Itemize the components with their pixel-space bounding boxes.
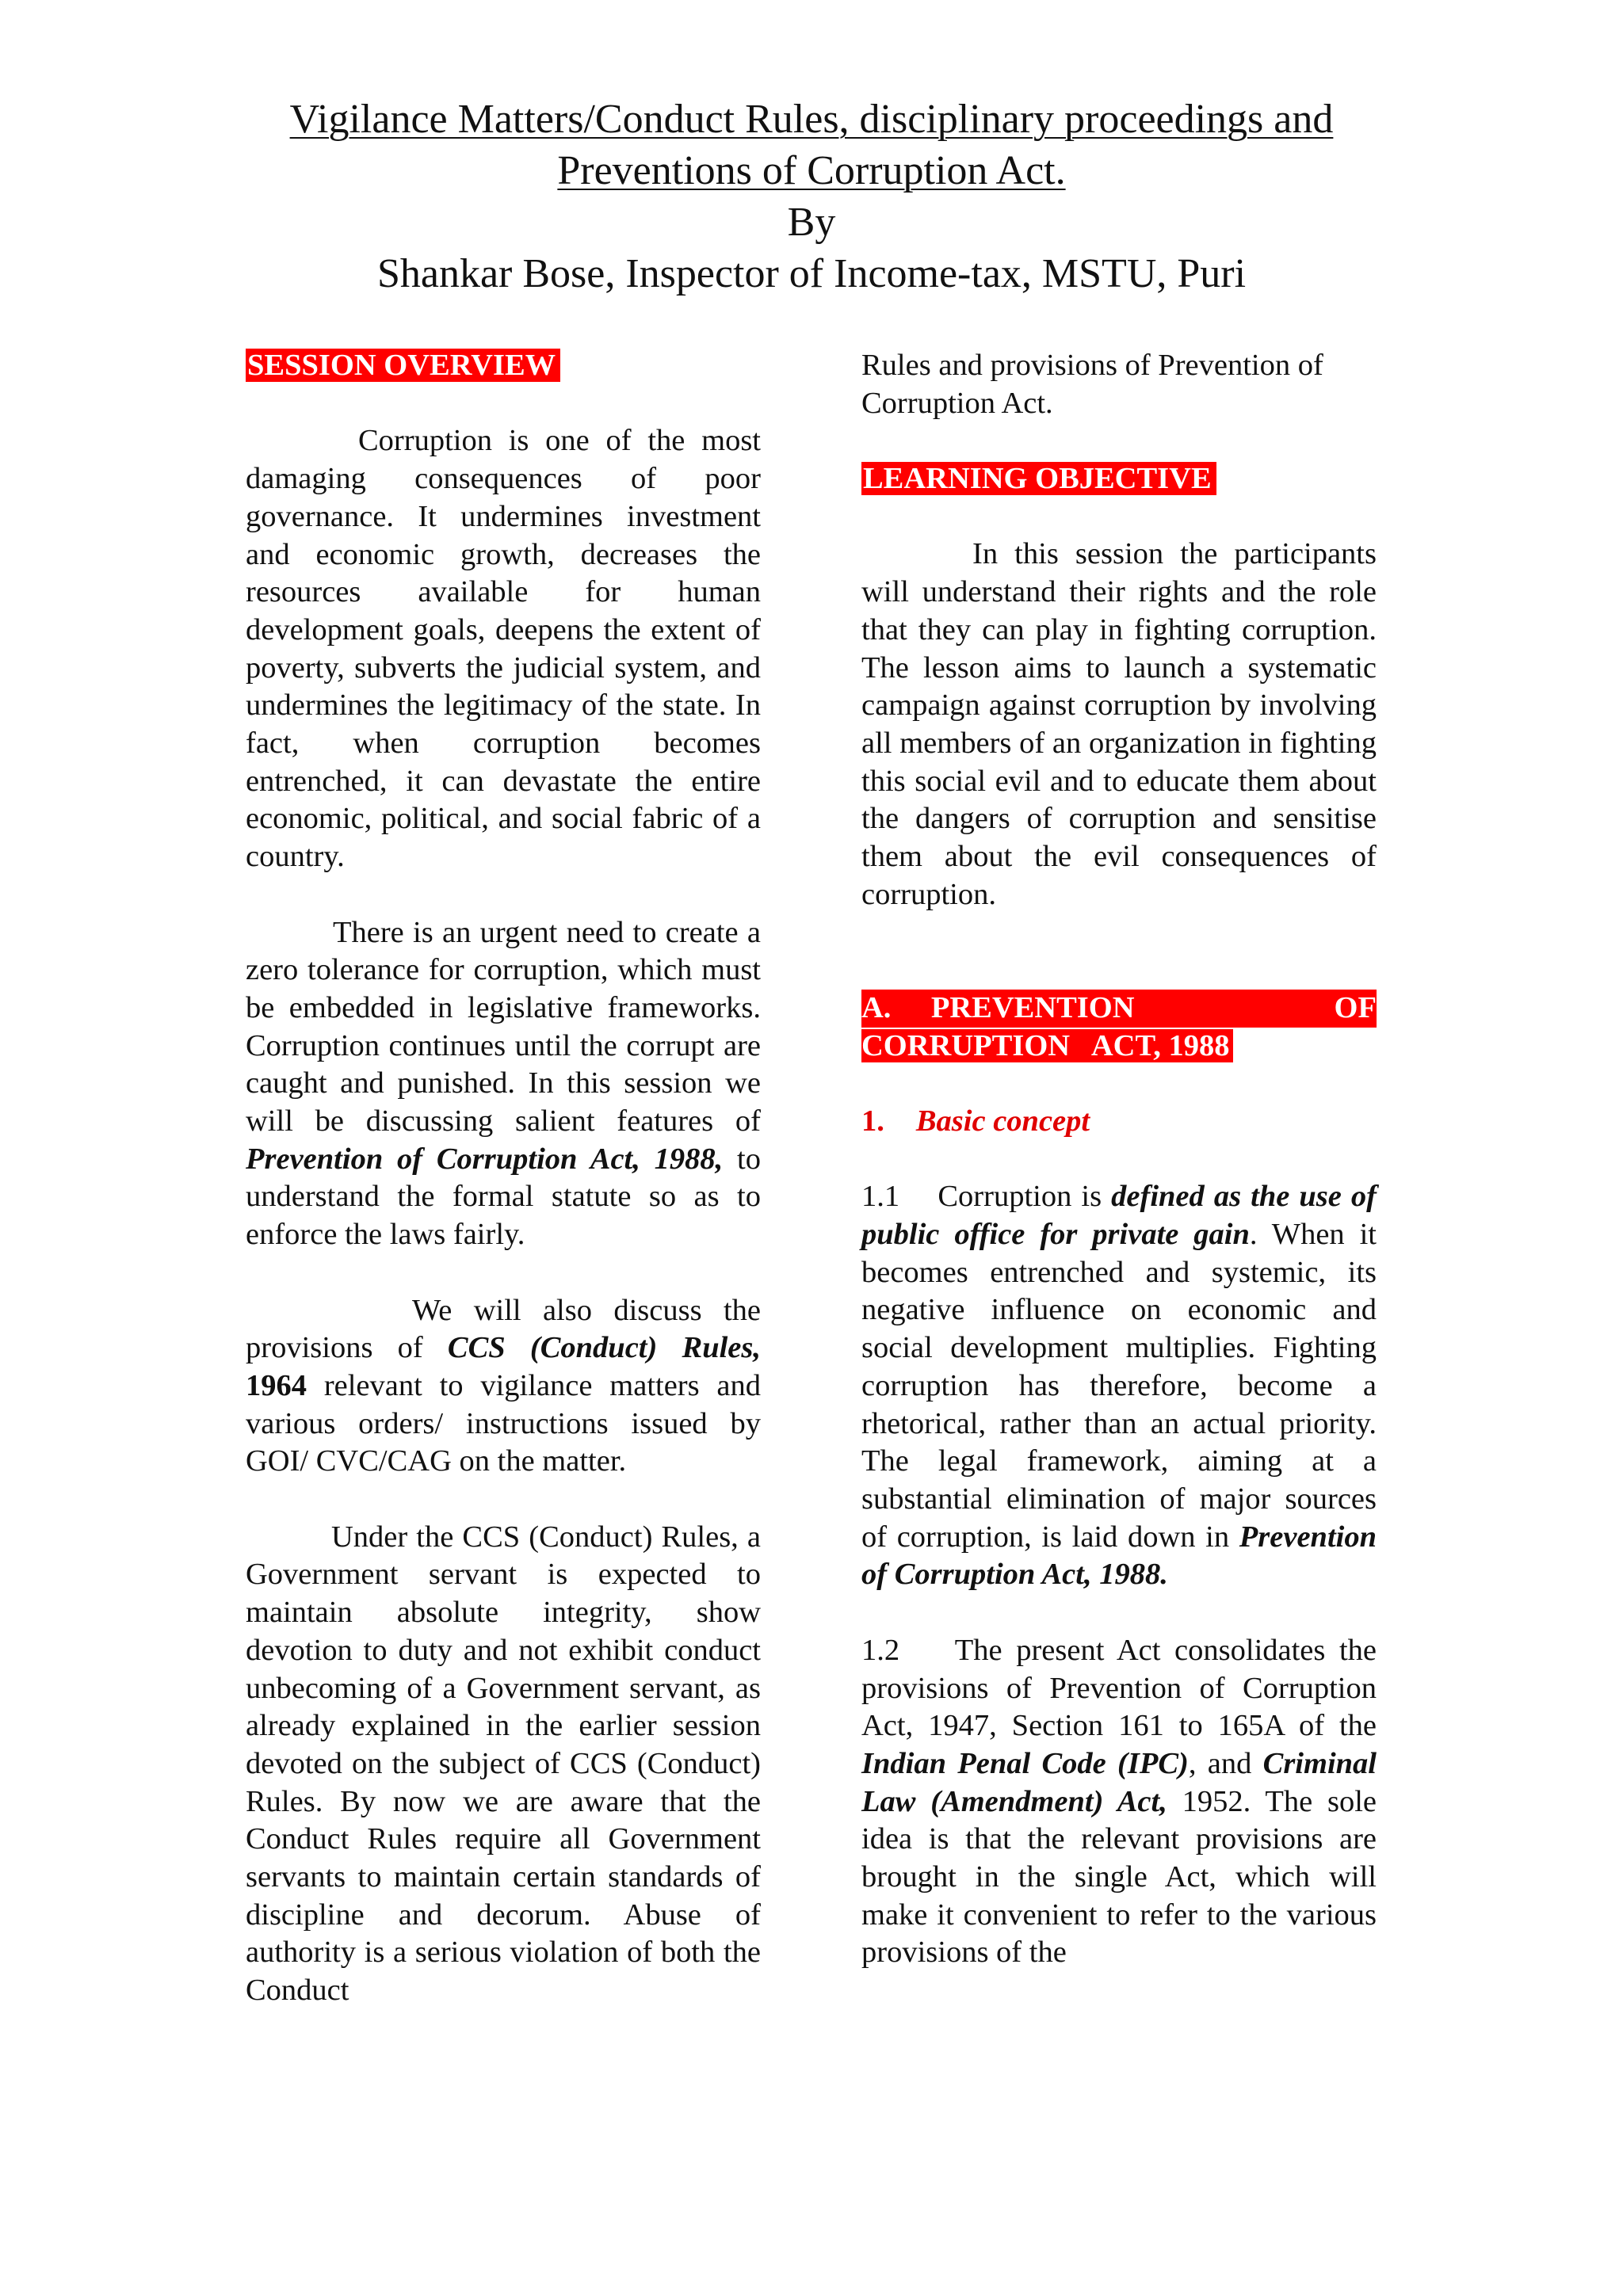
subheading-basic-concept — [861, 1103, 1377, 1141]
text-run: 1952. The sole idea is that the relevant provisions are brought in the single Act, which will make it convenient to refer to the various provisions of the — [861, 1784, 1377, 1970]
session-overview-heading-block — [246, 347, 761, 385]
subheading-number: 1. — [861, 1104, 884, 1138]
paragraph-ccs-rules — [246, 1292, 761, 1482]
title-line-by: By — [787, 200, 836, 245]
text-run: 1.1 Corruption is — [861, 1180, 1112, 1214]
act-name-emphasis: Prevention of Corruption Act, 1988, — [246, 1142, 724, 1176]
criminal-law-emphasis: Criminal Law (Amendment) Act, — [861, 1746, 1377, 1818]
learning-objective-heading-block — [861, 460, 1377, 498]
section-a-heading-line-1: A. PREVENTION OF — [861, 990, 1377, 1028]
title-author: Shankar Bose, Inspector of Income-tax, MSTU, Puri — [376, 251, 1247, 296]
text-run: There is an urgent need to create a zero tolerance for corruption, which must be embedded in legislative frameworks. Corruption continues until the corrupt are caught and punished. In this session we will be discussing salient features of — [246, 915, 761, 1138]
text-run: 1.2 The present Act consolidates the provisions of Prevention of Corruption Act, 1947, Section 161 to 165A of the — [861, 1633, 1384, 1743]
rules-name-emphasis: CCS (Conduct) Rules, — [447, 1331, 761, 1365]
subheading-text: Basic concept — [915, 1104, 1090, 1138]
rules-year-emphasis: 1964 — [246, 1368, 307, 1402]
paragraph-1-2 — [861, 1632, 1384, 1972]
learning-objective-heading: LEARNING OBJECTIVE — [861, 462, 1216, 495]
definition-emphasis: defined as the use of public office for private gain — [861, 1180, 1377, 1252]
paragraph-1-1 — [861, 1178, 1377, 1594]
session-overview-heading: SESSION OVERVIEW — [246, 349, 560, 382]
paragraph-corruption-intro: Corruption is one of the most damaging consequences of poor governance. It undermines investment and economic growth, decreases the resources available for human development goals, deepens the extent of poverty, subverts the judicial system, and undermines the legitimacy of the state. In fact, when corruption becomes entrenched, it can devastate the entire economic, political, and social fabric of a country. — [246, 424, 761, 874]
paragraph-zero-tolerance — [246, 914, 761, 1254]
text-run: We will also discuss the provisions of — [246, 1293, 761, 1365]
section-a-heading — [861, 990, 1377, 1065]
text-run: . When it becomes entrenched and systemic, its negative influence on economic and social development multiplies. Fighting corruption has therefore, become a rhetorical, rather than an actual priority. The legal framework, aiming at a substantial elimination of major sources of corruption, is laid down in — [861, 1218, 1377, 1554]
text-run: to understand the formal statute so as to enforce the laws fairly. — [246, 1142, 761, 1252]
paragraph-learning-objective: In this session the participants will understand their rights and the role that they can play in fighting corruption. The lesson aims to launch a systematic campaign against corruption by involving all members of an organization in fighting this social evil and to educate them about the dangers of corruption and sensitise them about the evil consequences of corruption. — [861, 537, 1377, 911]
ipc-emphasis: Indian Penal Code (IPC) — [861, 1746, 1189, 1780]
document-title — [206, 93, 1417, 299]
text-run: , and — [1188, 1746, 1263, 1780]
section-a-heading-line-2: CORRUPTION ACT, 1988 — [861, 1029, 1233, 1062]
title-line-2: Preventions of Corruption Act. — [557, 148, 1066, 193]
paragraph-conduct-rules: Under the CCS (Conduct) Rules, a Government servant is expected to maintain absolute integrity, show devotion to duty and not exhibit conduct unbecoming of a Government servant, as already explained in the earlier session devoted on the subject of CCS (Conduct) Rules. By now we are aware that the Conduct Rules require all Government servants to maintain certain standards of discipline and decorum. Abuse of authority is a serious violation of both the Conduct — [246, 1520, 761, 2008]
act-name-emphasis: Prevention of Corruption Act, 1988. — [861, 1520, 1377, 1592]
paragraph-continuation: Rules and provisions of Prevention of Corruption Act. — [861, 349, 1323, 420]
right-column — [861, 347, 1384, 2010]
title-line-1: Vigilance Matters/Conduct Rules, disciplinary proceedings and — [289, 97, 1334, 142]
left-column — [246, 347, 761, 2048]
spacer — [861, 952, 1377, 990]
text-run: relevant to vigilance matters and various orders/ instructions issued by GOI/ CVC/CAG on the matter. — [246, 1368, 761, 1478]
